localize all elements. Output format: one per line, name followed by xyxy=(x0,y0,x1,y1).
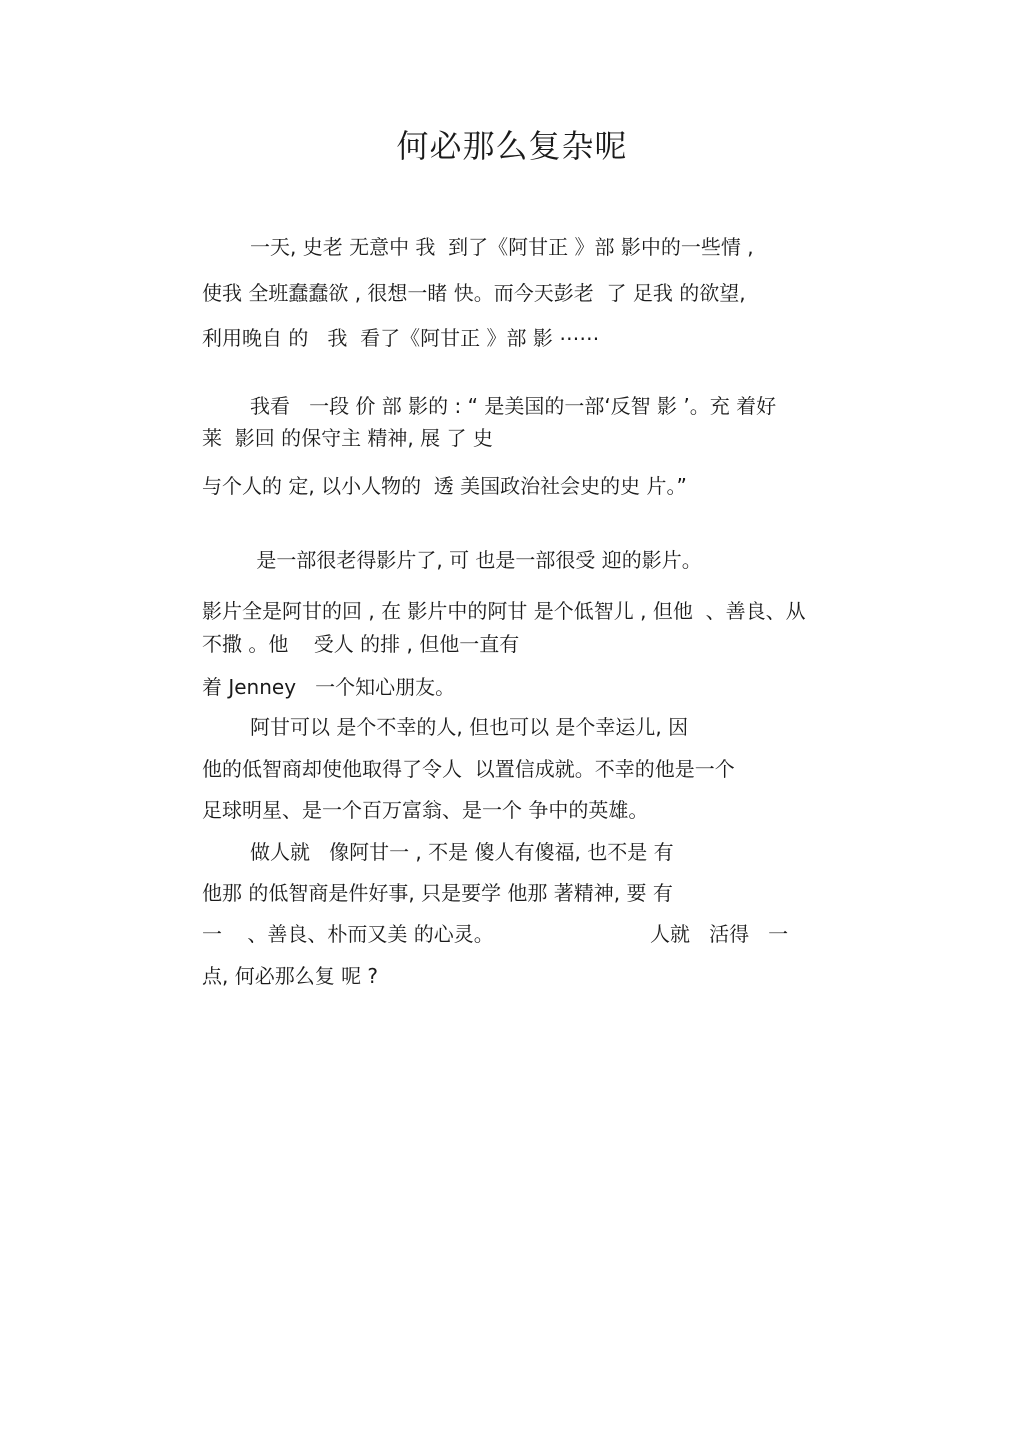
paragraph-line: 是一部很老得影片了, 可 也是一部很受 迎的影片。 xyxy=(250,548,702,572)
paragraph-line: 使我 全班蠢蠢欲 , 很想一睹 快。而今天彭老 了 足我 的欲望, xyxy=(202,281,746,305)
paragraph-line: 阿甘可以 是个不幸的人, 但也可以 是个幸运儿, 因 xyxy=(250,715,689,739)
paragraph-line: 点, 何必那么复 呢 ? xyxy=(202,964,379,988)
paragraph-line: 与个人的 定, 以小人物的 透 美国政治社会史的史 片。” xyxy=(202,474,687,498)
paragraph-line: 他的低智商却使他取得了令人 以置信成就。不幸的他是一个 xyxy=(202,757,735,781)
paragraph-line: 人就 活得 一 xyxy=(650,922,789,946)
paragraph-line: 做人就 像阿甘一 , 不是 傻人有傻福, 也不是 有 xyxy=(250,840,674,864)
paragraph-line: 他那 的低智商是件好事, 只是要学 他那 著精神, 要 有 xyxy=(202,881,673,905)
paragraph-line: 利用晚自 的 我 看了《阿甘正 》部 影 ⋯⋯ xyxy=(202,326,600,350)
paragraph-line: 足球明星、是一个百万富翁、是一个 争中的英雄。 xyxy=(202,798,649,822)
document-title: 何必那么复杂呢 xyxy=(396,127,628,165)
paragraph-line: 一 、善良、朴而又美 的心灵。 xyxy=(202,922,494,946)
paragraph-line: 不撒 。他 受人 的排 , 但他一直有 xyxy=(202,632,520,656)
paragraph-line: 着 Jenney 一个知心朋友。 xyxy=(202,675,456,699)
paragraph-line: 影片全是阿甘的回 , 在 影片中的阿甘 是个低智儿 , 但他 、善良、从 xyxy=(202,599,806,623)
paragraph-line: 一天, 史老 无意中 我 到了《阿甘正 》部 影中的一些情 , xyxy=(250,235,754,259)
paragraph-line: 莱 影回 的保守主 精神, 展 了 史 xyxy=(202,426,493,450)
paragraph-line: 我看 一段 价 部 影的 : “ 是美国的一部‘反智 影 ’。充 着好 xyxy=(250,394,777,418)
